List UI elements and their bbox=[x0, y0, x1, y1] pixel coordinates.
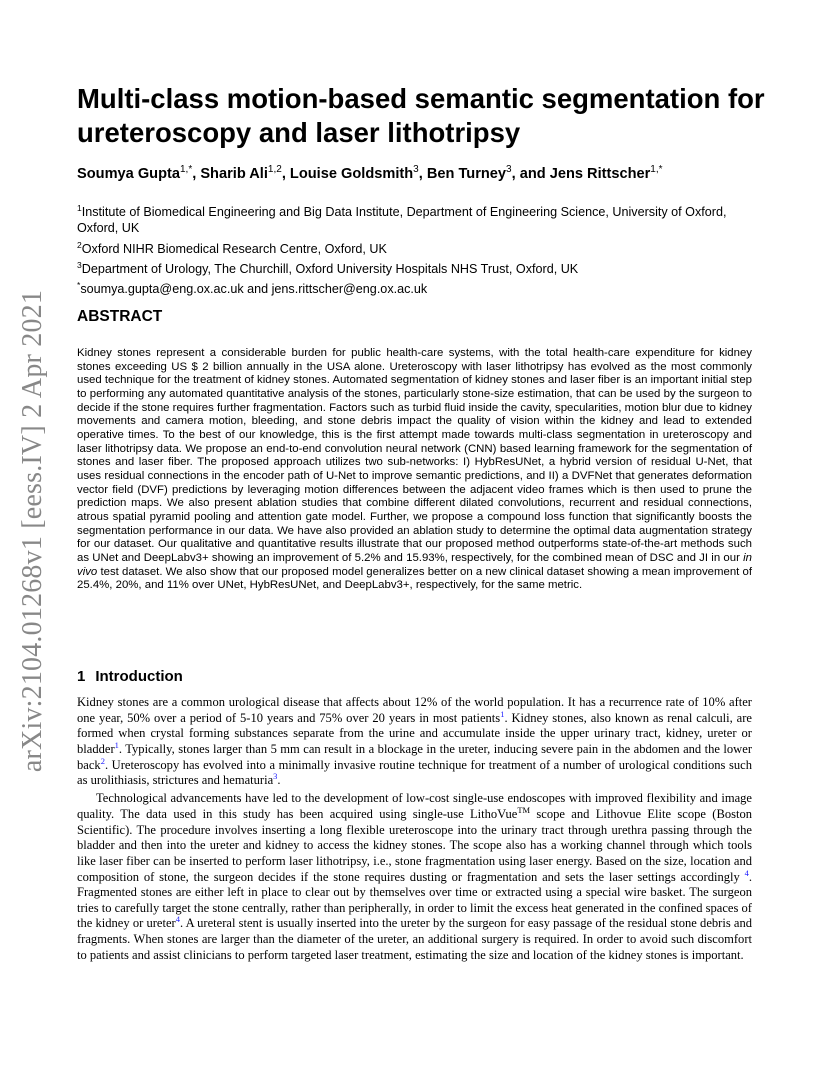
citation-link[interactable]: 1 bbox=[114, 739, 119, 750]
section-heading-introduction bbox=[77, 668, 183, 685]
author-separator: , and bbox=[511, 165, 550, 182]
author-name: Sharib Ali bbox=[200, 165, 268, 182]
paragraph-text: . Fragmented stones are either left in place to clear out by themselves over time or extracted using a special wire basket. The surgeon tries to carefully target the stone centrally, rather than peripherally, in order to limit the excess heat generated in the confined spaces of the kidney or ureter bbox=[77, 869, 752, 931]
affiliation-item bbox=[77, 257, 767, 277]
abstract-text: test dataset. We also show that our proposed model generalizes better on a new clinical dataset showing a mean improvement of 25.4%, 20%, and 11% over UNet, HybResUNet, and DeepLabv3+, respectively, for the same metric. bbox=[77, 565, 752, 592]
contact-email-text[interactable]: soumya.gupta@eng.ox.ac.uk and jens.rittscher@eng.ox.ac.uk bbox=[80, 282, 428, 297]
abstract-text: Kidney stones represent a considerable burden for public health-care systems, with the total health-care expenditure for kidney stones exceeding US $ 2 billion annually in the USA alone. Ureteroscopy with laser lithotripsy has evolved as the most commonly used technique for the treatment of kidney stones. Automated segmentation of kidney stones and laser fiber is an important initial step to performing any automated quantitative analysis of the stones, particularly stone-size estimation, that can be used by the surgeon to decide if the stone requires further fragmentation. Factors such as turbid fluid inside the cavity, specularities, motion blur due to kidney movements and camera motion, bleeding, and stone debris impact the quality of vision within the kidney and lead to extended operative times. To the best of our knowledge, this is the first attempt made towards multi-class segmentation in ureteroscopy and laser lithotripsy data. We propose an end-to-end convolution neural network (CNN) based learning framework for the segmentation of stones and laser fiber. The proposed approach utilizes two sub-networks: I) HybResUNet, a hybrid version of residual U-Net, that uses residual connections in the encoder path of U-Net to improve semantic predictions, and II) a DVFNet that generates deformation vector field (DVF) predictions by leveraging motion differences between the adjacent video frames which is then used to prune the prediction maps. We also present ablation studies that combine different dilated convolutions, recurrent and residual connections, atrous spatial pyramid pooling and attention gate model. Further, we propose a compound loss function that significantly boosts the segmentation performance in our data. We have also provided an ablation study to determine the optimal data augmentation strategy for our dataset. Our qualitative and quantitative results illustrate that our proposed method outperforms state-of-the-art methods such as UNet and DeepLabv3+ showing an improvement of 5.2% and 15.93%, respectively, for the combined mean of DSC and JI in our bbox=[77, 347, 752, 564]
paragraph-text: . Ureteroscopy has evolved into a minimally invasive routine technique for treatment of a number of urological conditions such as urolithiasis, strictures and hematuria bbox=[77, 757, 752, 788]
arxiv-identifier-text: arXiv:2104.01268v1 [eess.IV] 2 Apr 2021 bbox=[17, 289, 48, 773]
affiliation-mark: 1 bbox=[77, 203, 82, 213]
author-affiliation-mark: 3 bbox=[506, 164, 512, 175]
introduction-body bbox=[77, 695, 752, 966]
paper-title: Multi-class motion-based semantic segmentation for ureteroscopy and laser lithotripsy bbox=[77, 83, 765, 148]
paragraph-text: Technological advancements have led to the development of low-cost single-use endoscopes with improved flexibility and image quality. The data used in this study has been acquired using single-use LithoVue bbox=[77, 791, 752, 821]
citation-link[interactable]: 2 bbox=[100, 755, 105, 766]
affiliation-text: Oxford NIHR Biomedical Research Centre, Oxford, UK bbox=[81, 241, 387, 256]
affiliation-text: Institute of Biomedical Engineering and Big Data Institute, Department of Engineering Science, University of Oxford, Oxford, UK bbox=[77, 205, 727, 236]
paragraph-text: scope and Lithovue Elite scope (Boston Scientific). The procedure involves inserting a long flexible ureteroscope into the urinary tract through urethra passing through the bladder and then into the ureter and kidney to access the kidney stones. The scope also has a working channel through which tools like laser fiber can be inserted to perform laser lithotripsy, i.e., stone fragmentation using laser energy. Based on the size, location and composition of stone, the surgeon decides if the stone requires dusting or fragmentation and sets the laser settings accordingly bbox=[77, 806, 753, 884]
introduction-paragraph-2 bbox=[77, 791, 752, 963]
paragraph-text: . bbox=[277, 773, 281, 788]
author-name: Soumya Gupta bbox=[77, 165, 180, 182]
introduction-paragraph-1 bbox=[77, 695, 752, 789]
author-name: Ben Turney bbox=[426, 165, 507, 182]
affiliation-mark: 3 bbox=[77, 259, 82, 270]
citation-link[interactable]: 4 bbox=[175, 914, 180, 925]
paragraph-text: . Typically, stones larger than 5 mm can result in a blockage in the ureter, inducing severe pain in the abdomen and the lower back bbox=[77, 741, 752, 772]
affiliation-item bbox=[77, 237, 767, 257]
arxiv-identifier-stamp bbox=[16, 289, 50, 773]
paragraph-text: Kidney stones are a common urological disease that affects about 12% of the world population. It has a recurrence rate of 10% after one year, 50% over a period of 5-10 years and 75% over 20 years in most patients bbox=[77, 695, 752, 725]
author-name: Jens Rittscher bbox=[549, 165, 651, 182]
abstract-italic-term: in vivo bbox=[77, 551, 752, 578]
affiliation-mark: * bbox=[77, 280, 81, 291]
affiliation-text: Department of Urology, The Churchill, Oxford University Hospitals NHS Trust, Oxford, UK bbox=[81, 262, 579, 277]
author-list bbox=[77, 160, 777, 184]
author-affiliation-mark: 1,2 bbox=[267, 164, 282, 175]
author-affiliation-mark: 1,* bbox=[179, 164, 193, 175]
trademark-mark: TM bbox=[517, 804, 531, 815]
section-title: Introduction bbox=[95, 668, 183, 685]
paragraph-text: . Kidney stones, also known as renal calculi, are formed when crystal forming substances separate from the urine and accumulate inside the upper urinary tract, kidney, ureter or bladder bbox=[77, 710, 752, 756]
section-number: 1 bbox=[77, 668, 86, 685]
affiliation-mark: 2 bbox=[77, 239, 82, 250]
abstract-body bbox=[77, 347, 752, 593]
author-separator: , bbox=[418, 165, 427, 182]
author-affiliation-mark: 3 bbox=[413, 164, 419, 175]
citation-link[interactable]: 1 bbox=[500, 708, 505, 719]
author-separator: , bbox=[192, 165, 201, 182]
paragraph-text: . A ureteral stent is usually inserted into the ureter by the surgeon for easy passage of the residual stone debris and fragments. When stones are larger than the diameter of the ureter, an additional surgery is required. In order to avoid such discomfort to patients and assist clinicians to perform targeted laser treatment, estimating the size and location of the kidney stones is important. bbox=[77, 916, 752, 962]
contact-emails bbox=[77, 277, 767, 297]
affiliation-item bbox=[77, 200, 767, 237]
citation-link[interactable]: 4 bbox=[744, 867, 749, 878]
abstract-heading: ABSTRACT bbox=[77, 308, 163, 325]
author-affiliation-mark: 1,* bbox=[650, 164, 663, 175]
affiliation-list bbox=[77, 200, 767, 298]
author-separator: , bbox=[281, 165, 290, 182]
citation-link[interactable]: 3 bbox=[273, 771, 278, 782]
author-name: Louise Goldsmith bbox=[289, 165, 414, 182]
